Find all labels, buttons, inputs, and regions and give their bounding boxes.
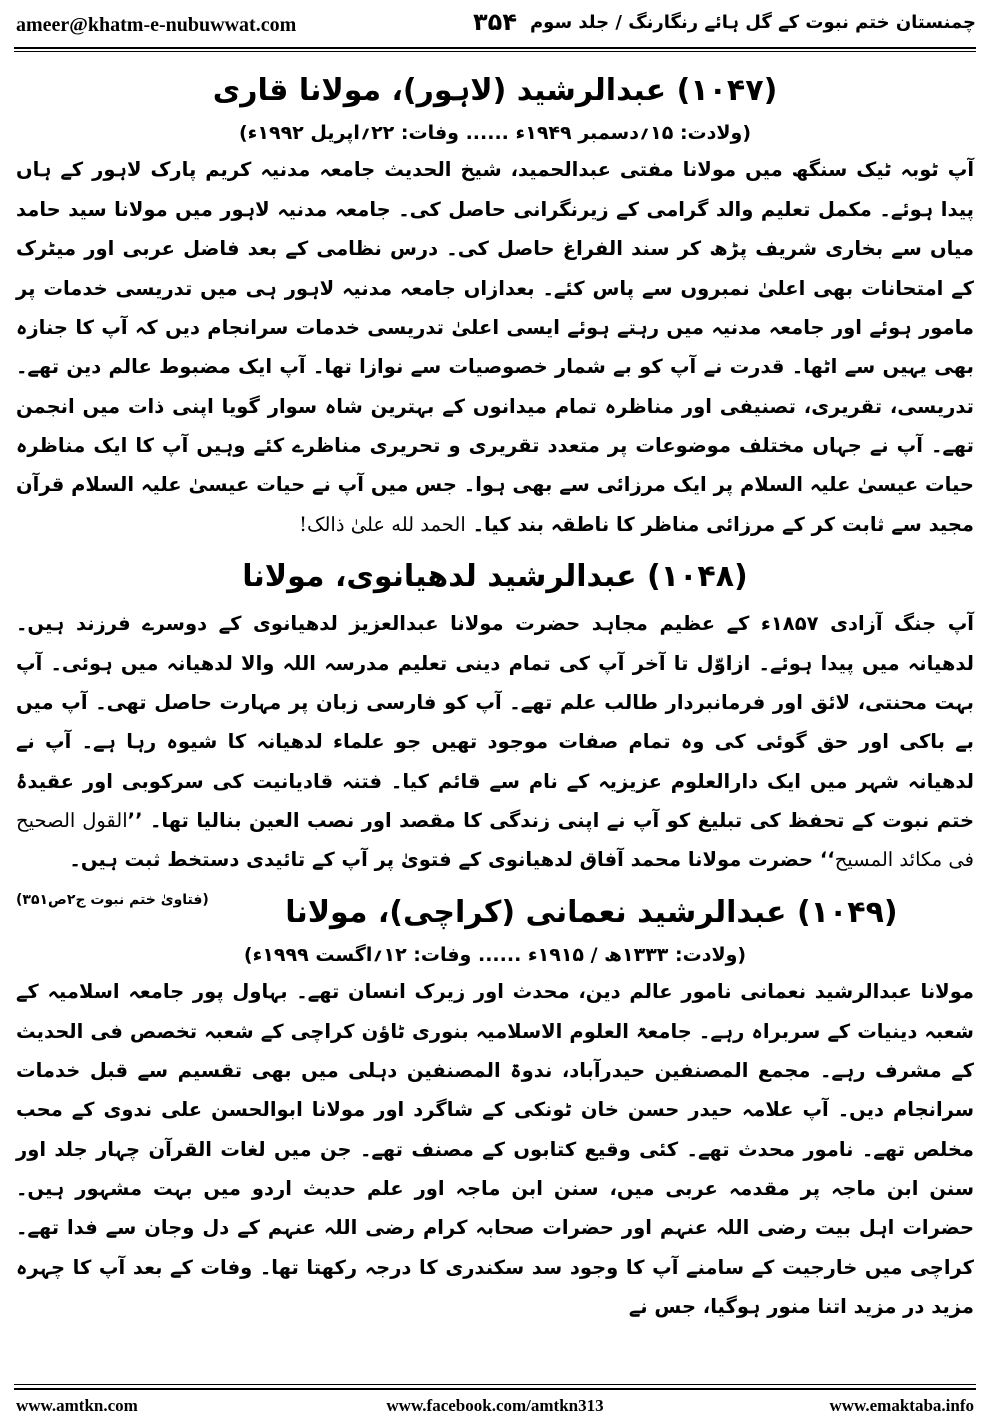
entry-body-text: آپ ٹوبہ ٹیک سنگھ میں مولانا مفتی عبدالحمید، شیخ الحدیث جامعہ مدنیہ کریم پارک لاہور کے ہاں پیدا ہوئے۔ مکمل تعلیم والد گرامی کے زیرنگرانی حاصل کی۔ جامعہ مدنیہ لاہور میں مولانا سید حامد میاں سے بخاری شریف پڑھ کر سند الفراغ حاصل کی۔ درس نظامی کے بعد فاضل عربی اور میٹرک کے امتحانات بھی اعلیٰ نمبروں سے پاس کئے۔ بعدازاں جامعہ مدنیہ لاہور ہی میں تدریسی خدمات پر مامور ہوئے اور جامعہ مدنیہ میں رہتے ہوئے ایسی اعلیٰ تدریسی خدمات سرانجام دیں کہ آپ کا جنازہ بھی یہیں سے اٹھا۔ قدرت نے آپ کو بے شمار خصوصیات سے نوازا تھا۔ آپ ایک مضبوط عالم دین تھے۔ تدریسی، تقریری، تصنیفی اور مناظرہ تمام میدانوں کے بہترین شاہ سوار گویا اپنی ذات میں انجمن تھے۔ آپ نے جہاں مختلف موضوعات پر متعدد تقریری و تحریری مناظرے کئے وہیں آپ کا ایک مناظرہ حیات عیسیٰ علیہ السلام پر ایک مرزائی سے بھی ہوا۔ جس میں آپ نے حیات عیسیٰ علیہ السلام قرآن مجید سے ثابت کر کے مرزائی مناظر کا ناطقہ بند کیا۔ bbox=[16, 158, 974, 536]
footer-link-amtkn[interactable]: www.amtkn.com bbox=[16, 1396, 138, 1415]
entry-title: (۱۰۴۷) عبدالرشید (لاہور)، مولانا قاری bbox=[212, 73, 778, 108]
footer-link-facebook[interactable]: www.facebook.com/amtkn313 bbox=[386, 1396, 604, 1415]
entry-quote: الحمد لله علیٰ ذالک! bbox=[299, 512, 466, 536]
entry-title: (۱۰۴۸) عبدالرشید لدھیانوی، مولانا bbox=[242, 559, 748, 595]
entry-reference: (فتاویٰ ختم نبوت ج۲ص۳۵۱) bbox=[16, 891, 209, 908]
book-title: چمنستان ختم نبوت کے گل ہائے رنگارنگ / جلد سوم bbox=[529, 12, 976, 33]
entry-body bbox=[16, 150, 974, 544]
entry-1047 bbox=[16, 70, 974, 544]
entry-body: مولانا عبدالرشید نعمانی نامور عالم دین، محدث اور زیرک انسان تھے۔ بہاول پور جامعہ اسلامیہ کے شعبہ دینیات کے سربراہ رہے۔ جامعۃ العلوم الاسلامیہ بنوری ٹاؤن کراچی کے شعبہ تخصص فی الحدیث کے مشرف رہے۔ مجمع المصنفین حیدرآباد، ندوۃ المصنفین دہلی میں بھی تقسیم سے قبل خدمات سرانجام دیں۔ آپ علامہ حیدر حسن خان ٹونکی کے شاگرد اور مولانا ابوالحسن علی ندوی کے محب مخلص تھے۔ نامور محدث تھے۔ کئی وقیع کتابوں کے مصنف تھے۔ جن میں لغات القرآن چہار جلد اور سنن ابن ماجہ پر مقدمہ عربی میں، سنن ابن ماجہ اور علم حدیث اردو میں بہت مشہور ہیں۔ حضرات اہل بیت رضی اللہ عنہم اور حضرات صحابہ کرام رضی اللہ عنہم کے دل وجان سے فدا تھے۔ کراچی میں خارجیت کے سامنے آپ کا وجود سد سکندری کا درجہ رکھتا تھا۔ وفات کے بعد آپ کا چہرہ مزید در مزید اتنا منور ہوگیا، جس نے bbox=[16, 980, 974, 1319]
page-header bbox=[0, 0, 990, 52]
entry-dates: (ولادت: ۱۳۳۳ھ / ۱۹۱۵ء ...... وفات: ۱۲؍اگست ۱۹۹۹ء) bbox=[243, 943, 747, 966]
entry-1049 bbox=[16, 892, 974, 1327]
header-rule-thin bbox=[14, 51, 976, 52]
entry-body-text: آپ جنگ آزادی ۱۸۵۷ء کے عظیم مجاہد حضرت مولانا عبدالعزیز لدھیانوی کے دوسرے فرزند ہیں۔ لدھیانہ میں پیدا ہوئے۔ ازاوّل تا آخر آپ کی تمام دینی تعلیم مدرسہ اللہ والا لدھیانہ میں ہوئی۔ آپ بہت محنتی، لائق اور فرمانبردار طالب علم تھے۔ آپ کو فارسی زبان پر مہارت حاصل تھی۔ آپ میں بے باکی اور حق گوئی کی وہ تمام صفات موجود تھیں جو علماء لدھیانہ کا شیوہ رہا ہے۔ آپ نے لدھیانہ شہر میں ایک دارالعلوم عزیزیہ کے نام سے قائم کیا۔ فتنہ قادیانیت کی سرکوبی اور عقیدۂ ختم نبوت کے تحفظ کی تبلیغ کو آپ نے اپنی زندگی کا مقصد اور نصب العین بنالیا تھا۔ ’’ bbox=[16, 612, 974, 833]
footer-link-emaktaba[interactable]: www.emaktaba.info bbox=[829, 1396, 974, 1415]
header-rule bbox=[14, 47, 976, 49]
page-content bbox=[16, 58, 974, 1327]
header-email: ameer@khatm-e-nubuwwat.com bbox=[16, 14, 297, 36]
entry-quote: القول الصحیح فی مکائد المسیح bbox=[16, 809, 974, 872]
footer-rule-thin bbox=[14, 1384, 976, 1385]
entry-body-text-after: ‘‘ حضرت مولانا محمد آفاق لدھیانوی کے فتویٰ پر آپ کے تائیدی دستخط ثبت ہیں۔ bbox=[69, 848, 835, 872]
entry-dates: (ولادت: ۱۵؍دسمبر ۱۹۴۹ء ...... وفات: ۲۲؍اپریل ۱۹۹۲ء) bbox=[238, 122, 752, 144]
footer-rule bbox=[14, 1388, 976, 1390]
page-footer bbox=[0, 1384, 990, 1420]
entry-title: (۱۰۴۹) عبدالرشید نعمانی (کراچی)، مولانا bbox=[285, 894, 898, 930]
page-number: ۳۵۴ bbox=[473, 8, 517, 36]
entry-body bbox=[16, 604, 974, 908]
entry-1048 bbox=[16, 556, 974, 908]
